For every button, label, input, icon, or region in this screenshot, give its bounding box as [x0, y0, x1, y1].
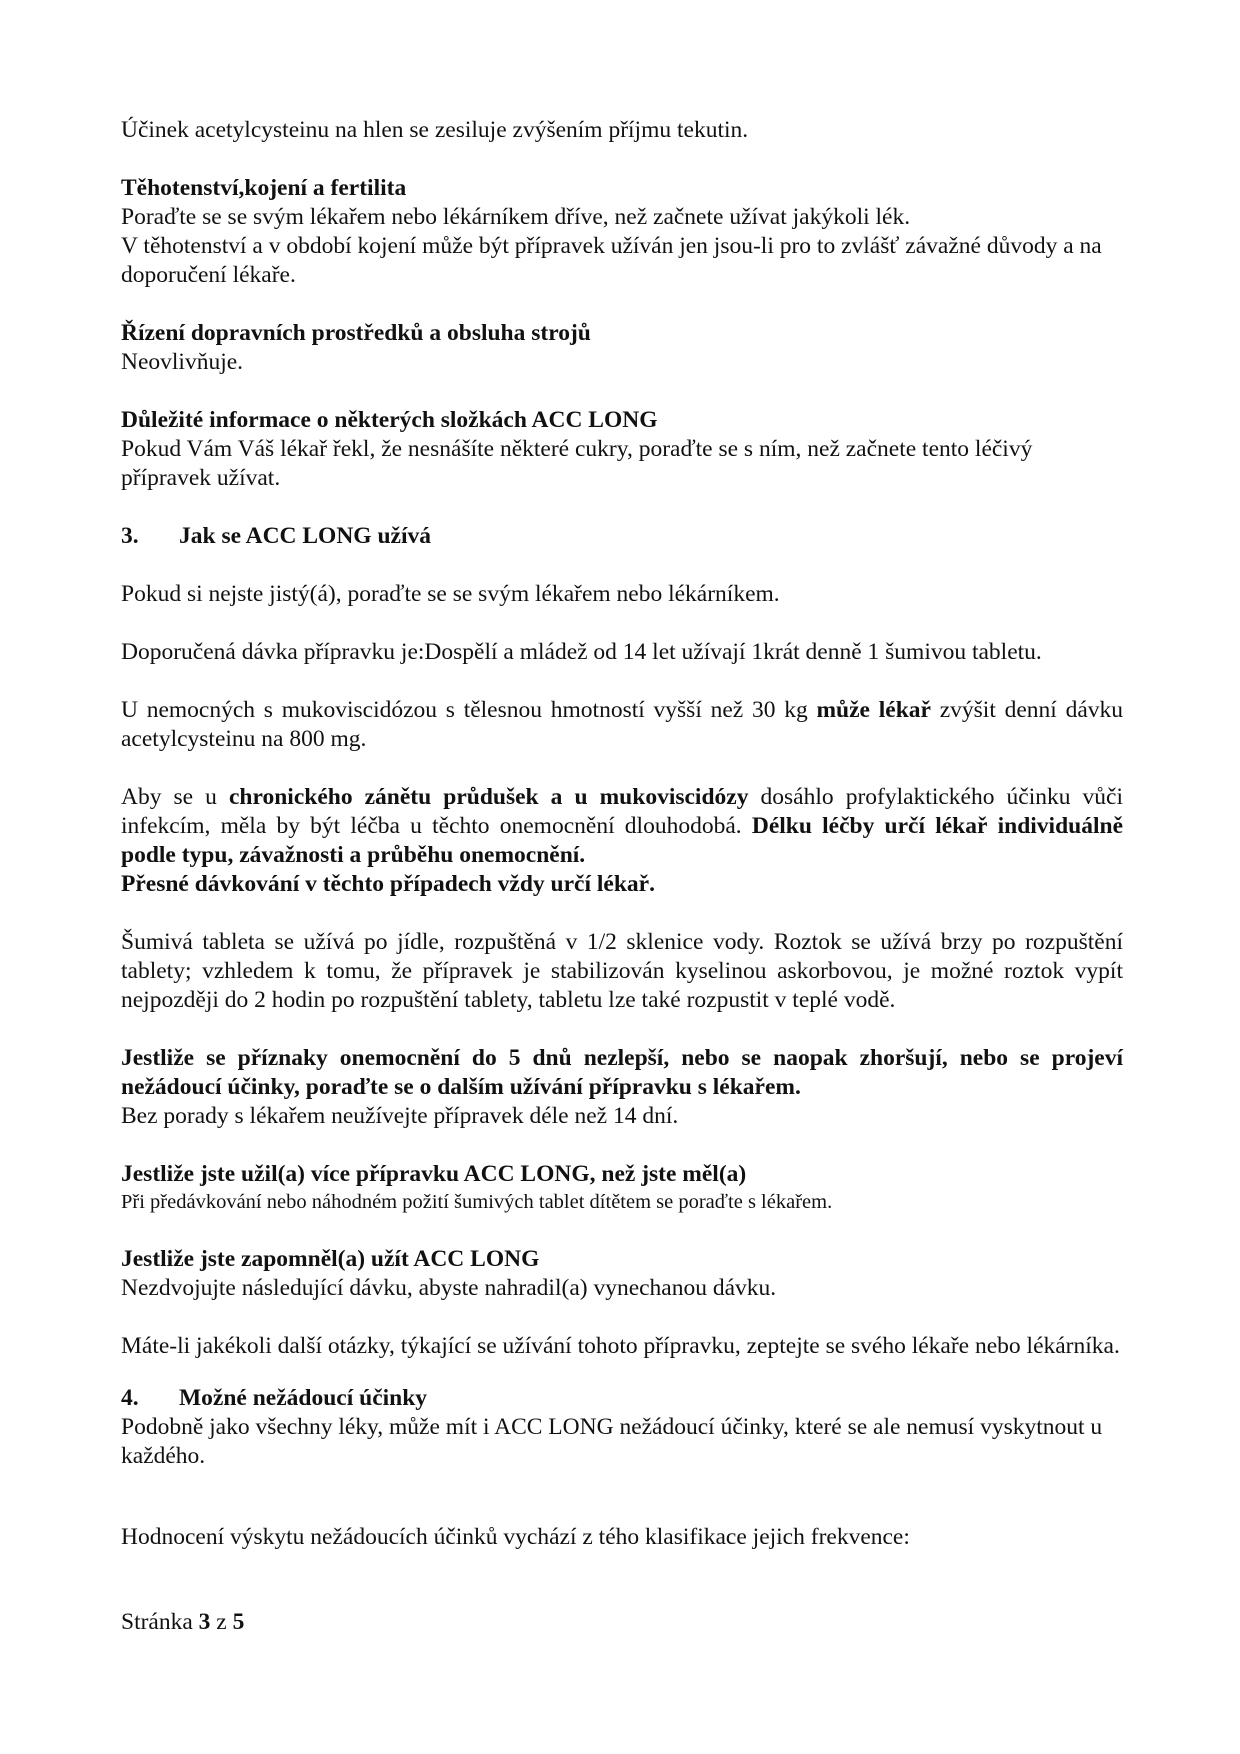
- questions-paragraph: Máte-li jakékoli další otázky, týkající se užívání tohoto přípravku, zeptejte se svého lékaře nebo lékárníka.: [121, 1333, 1120, 1359]
- overdose-text: Při předávkování nebo náhodném požití šumivých tablet dítětem se poraďte s lékařem.: [121, 1191, 833, 1213]
- cf-text-b: zvýšit denní dávku acetylcysteinu na 800 mg.: [121, 697, 1124, 752]
- chronic-text-a: Aby se u: [121, 784, 229, 810]
- section-3-title: Jak se ACC LONG užívá: [179, 523, 431, 549]
- limit-paragraph: Bez porady s lékařem neužívejte přípravek déle než 14 dní.: [121, 1103, 679, 1129]
- document-page: [121, 116, 1123, 1552]
- ingredients-heading: Důležité informace o některých složkách ACC LONG: [121, 407, 658, 433]
- cf-text-bold: může lékař: [816, 697, 931, 723]
- footer-current-page: 3: [198, 1609, 211, 1635]
- missed-heading: Jestliže jste zapomněl(a) užít ACC LONG: [121, 1246, 540, 1272]
- footer-label: Stránka: [121, 1609, 193, 1635]
- footer-separator: z: [216, 1609, 227, 1635]
- intro-paragraph: Účinek acetylcysteinu na hlen se zesiluje zvýšením příjmu tekutin.: [121, 117, 749, 143]
- chronic-text-bold2: Délku léčby určí lékař individuálně podle typu, závažnosti a průběhu onemocnění.: [121, 813, 1123, 868]
- section-4-heading: [121, 1384, 1123, 1413]
- page-footer: [121, 1608, 244, 1637]
- section-4-text: Podobně jako všechny léky, může mít i ACC LONG nežádoucí účinky, které se ale nemusí vyskytnout u každého.: [121, 1414, 1103, 1469]
- missed-text: Nezdvojujte následující dávku, abyste nahradil(a) vynechanou dávku.: [121, 1275, 777, 1301]
- pregnancy-heading: Těhotenství,kojení a fertilita: [121, 175, 407, 201]
- section-3-heading: [121, 522, 1123, 551]
- pregnancy-line2: V těhotenství a v období kojení může být přípravek užíván jen jsou-li pro to zvlášť závažné důvody a na doporučení lékaře.: [121, 233, 1102, 288]
- warning-paragraph: Jestliže se příznaky onemocnění do 5 dnů nezlepší, nebo se naopak zhoršují, nebo se projeví nežádoucí účinky, poraďte se o dalším užívání přípravku s lékařem.: [121, 1045, 1123, 1100]
- exact-dosing: Přesné dávkování v těchto případech vždy určí lékař.: [121, 871, 655, 897]
- ingredients-text: Pokud Vám Váš lékař řekl, že nesnášíte některé cukry, poraďte se s ním, než začnete tento léčivý přípravek užívat.: [121, 436, 1033, 491]
- chronic-text-b: dosáhlo profylaktického účinku vůči infekcím, měla by být léčba u těchto onemocnění dlouhodobá.: [121, 784, 1124, 839]
- cf-text-a: U nemocných s mukoviscidózou s tělesnou hmotností vyšší než 30 kg: [121, 697, 817, 723]
- section-4-title: Možné nežádoucí účinky: [179, 1385, 428, 1411]
- tablet-paragraph: Šumivá tableta se užívá po jídle, rozpuštěná v 1/2 sklenice vody. Roztok se užívá brzy po rozpuštění tablety; vzhledem k tomu, že přípravek je stabilizován kyselinou askorbovou, je možné roztok vypít nejpozději do 2 hodin po rozpuštění tablety, tabletu lze také rozpustit v teplé vodě.: [121, 929, 1123, 1013]
- dose-paragraph: Doporučená dávka přípravku je:Dospělí a mládež od 14 let užívají 1krát denně 1 šumivou tabletu.: [121, 639, 1042, 665]
- driving-text: Neovlivňuje.: [121, 349, 244, 375]
- cf-paragraph: [121, 696, 1123, 754]
- footer-total-pages: 5: [232, 1609, 245, 1635]
- overdose-heading: Jestliže jste užil(a) více přípravku ACC LONG, než jste měl(a): [121, 1161, 747, 1187]
- chronic-paragraph: [121, 783, 1123, 870]
- pregnancy-line1: Poraďte se se svým lékařem nebo lékárníkem dříve, než začnete užívat jakýkoli lék.: [121, 204, 911, 230]
- driving-heading: Řízení dopravních prostředků a obsluha strojů: [121, 320, 591, 346]
- chronic-text-bold: chronického zánětu průdušek a u mukoviscidózy: [228, 784, 749, 810]
- section-4-number: 4.: [121, 1385, 139, 1411]
- unsure-paragraph: Pokud si nejste jistý(á), poraďte se se svým lékařem nebo lékárníkem.: [121, 581, 780, 607]
- classification-paragraph: Hodnocení výskytu nežádoucích účinků vychází z tého klasifikace jejich frekvence:: [121, 1524, 910, 1550]
- section-3-number: 3.: [121, 523, 139, 549]
